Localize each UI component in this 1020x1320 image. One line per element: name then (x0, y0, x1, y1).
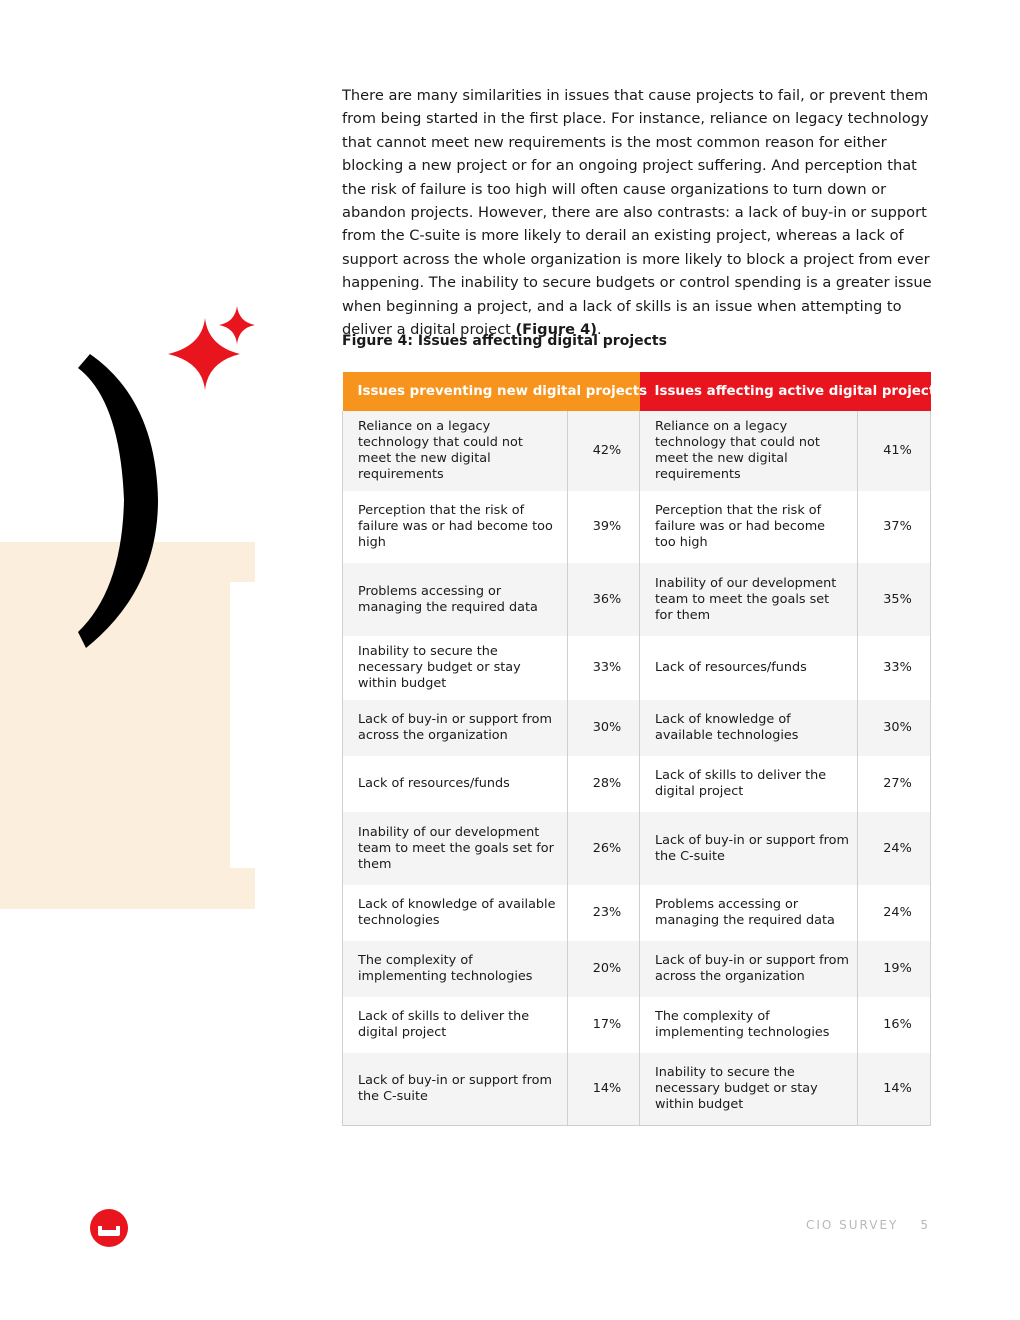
active-percent-cell: 37% (858, 491, 931, 563)
active-percent-cell: 30% (858, 700, 931, 756)
new-percent-cell: 42% (568, 411, 640, 491)
figure-reference: (Figure 4) (515, 321, 597, 339)
active-percent-cell: 16% (858, 997, 931, 1053)
active-percent-cell: 19% (858, 941, 931, 997)
new-issue-cell: Reliance on a legacy technology that could not meet the new digital requirements (343, 411, 568, 491)
active-issue-cell: Lack of buy-in or support from the C-suite (640, 812, 858, 885)
table-row (343, 636, 931, 700)
active-issue-cell: Perception that the risk of failure was or had become too high (640, 491, 858, 563)
table-header-row (343, 372, 931, 411)
header-new-projects: Issues preventing new digital projects (343, 372, 640, 411)
active-issue-cell: Lack of resources/funds (640, 636, 858, 700)
table-row (343, 941, 931, 997)
intro-paragraph (342, 84, 932, 341)
new-issue-cell: Lack of resources/funds (343, 756, 568, 812)
black-arc-icon (78, 354, 158, 648)
active-issue-cell: Inability of our development team to meet the goals set for them (640, 563, 858, 636)
new-percent-cell: 39% (568, 491, 640, 563)
new-percent-cell: 28% (568, 756, 640, 812)
table-row (343, 756, 931, 812)
new-issue-cell: Problems accessing or managing the required data (343, 563, 568, 636)
new-issue-cell: Lack of knowledge of available technologies (343, 885, 568, 941)
couchbase-logo-icon (89, 1208, 129, 1248)
new-issue-cell: Lack of skills to deliver the digital project (343, 997, 568, 1053)
active-percent-cell: 33% (858, 636, 931, 700)
active-issue-cell: The complexity of implementing technologies (640, 997, 858, 1053)
active-percent-cell: 14% (858, 1053, 931, 1125)
new-issue-cell: The complexity of implementing technologies (343, 941, 568, 997)
active-issue-cell: Lack of knowledge of available technologies (640, 700, 858, 756)
new-percent-cell: 23% (568, 885, 640, 941)
active-issue-cell: Lack of skills to deliver the digital project (640, 756, 858, 812)
table-row (343, 700, 931, 756)
page-number: 5 (920, 1218, 930, 1232)
table-row (343, 997, 931, 1053)
active-percent-cell: 41% (858, 411, 931, 491)
table-row (343, 1053, 931, 1125)
new-issue-cell: Lack of buy-in or support from across the organization (343, 700, 568, 756)
active-percent-cell: 27% (858, 756, 931, 812)
intro-text: There are many similarities in issues that cause projects to fail, or prevent them from being started in the first place. For instance, reliance on legacy technology that cannot meet new requirements is the most common reason for either blocking a new project or for an ongoing project suffering. And perception that the risk of failure is too high will often cause organizations to turn down or abandon projects. However, there are also contrasts: a lack of buy-in or support from the C-suite is more likely to derail an existing project, whereas a lack of support across the whole organization is more likely to block a project from ever happening. The inability to secure budgets or control spending is a greater issue when beginning a project, and a lack of skills is an issue when attempting to deliver a digital project (342, 87, 932, 339)
figure-title: Figure 4: Issues affecting digital projects (342, 333, 667, 349)
new-percent-cell: 33% (568, 636, 640, 700)
table-row (343, 885, 931, 941)
new-issue-cell: Inability to secure the necessary budget or stay within budget (343, 636, 568, 700)
new-percent-cell: 14% (568, 1053, 640, 1125)
new-issue-cell: Perception that the risk of failure was or had become too high (343, 491, 568, 563)
decorative-graphic (0, 0, 270, 660)
issues-table (342, 372, 944, 1126)
footer-label: CIO SURVEY (805, 1218, 899, 1232)
new-percent-cell: 26% (568, 812, 640, 885)
new-issue-cell: Inability of our development team to meet the goals set for them (343, 812, 568, 885)
active-issue-cell: Inability to secure the necessary budget or stay within budget (640, 1053, 858, 1125)
table-row (343, 411, 931, 491)
small-sparkle-icon (219, 306, 255, 344)
table-row (343, 812, 931, 885)
new-issue-cell: Lack of buy-in or support from the C-suite (343, 1053, 568, 1125)
active-issue-cell: Reliance on a legacy technology that could not meet the new digital requirements (640, 411, 858, 491)
page-footer (806, 1218, 930, 1232)
active-issue-cell: Lack of buy-in or support from across the organization (640, 941, 858, 997)
active-percent-cell: 35% (858, 563, 931, 636)
active-issue-cell: Problems accessing or managing the required data (640, 885, 858, 941)
table-row (343, 491, 931, 563)
new-percent-cell: 36% (568, 563, 640, 636)
new-percent-cell: 30% (568, 700, 640, 756)
intro-end: . (596, 321, 602, 339)
new-percent-cell: 17% (568, 997, 640, 1053)
active-percent-cell: 24% (858, 885, 931, 941)
table-row (343, 563, 931, 636)
new-percent-cell: 20% (568, 941, 640, 997)
active-percent-cell: 24% (858, 812, 931, 885)
header-active-projects: Issues affecting active digital projects (640, 372, 931, 411)
